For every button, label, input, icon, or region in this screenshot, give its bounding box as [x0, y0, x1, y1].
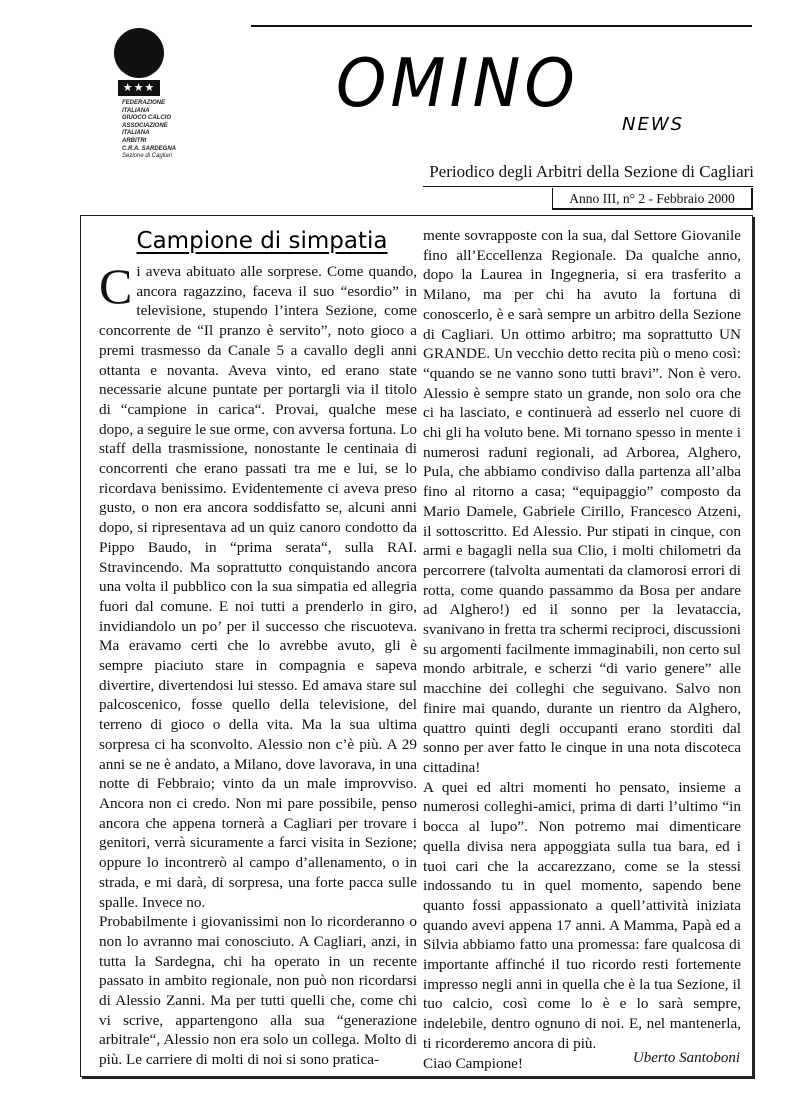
- article-column-left: [99, 258, 417, 1070]
- article-paragraph: mente sovrapposte con la sua, dal Settore Giovanile fino all’Eccellenza Regionale. Da qualche anno, dopo la Laurea in Ingegneria, si era trasferito a Milano, ma per chi ha avuto la fortuna di conoscerlo, è e sarà sempre un arbitro della Sezione di Cagliari. Un ottimo arbitro; ma soprattutto UN GRANDE. Un vecchio detto recita più o meno così: “quando se ne vanno sono tutti bravi”. Non è vero. Alessio è sempre stato un grande, non solo ora che ci ha lasciato, e continuerà ad esserlo nel cuore di chi gli ha voluto bene. Mi tornano spesso in mente i numerosi raduni regionali, ad Arborea, Alghero, Pula, che abbiamo condiviso dalla partenza all’alba fino al ritorno a casa; “equipaggio” composto da Mario Damele, Gabriele Cirillo, Francesco Atzeni, il sottoscritto. Ed Alessio. Pur stipati in cinque, con armi e bagagli nella sua Clio, i molti chilometri da percorrere (talvolta aumentati da clamorosi errori di rotta, come quando passammo da Bosa per andare ad Alghero!) ed il sonno per la levataccia, svanivano in fretta tra schermi reciproci, discussioni su argomenti facilmente immaginabili, non certo sul mondo arbitrale, e scherzi “di vario genere” alle macchine dei colleghi che seguivano. Salvo non finire mai quando, durante un rientro da Alghero, quattro quinti degli occupanti erano storditi dal sonno per aver fatto le cinque in una nota discoteca cittadina!: [423, 227, 741, 776]
- article-paragraph: Probabilmente i giovanissimi non lo ricorderanno o non lo avranno mai conosciuto. A Cagliari, anzi, in tutta la Sardegna, chi ha operato in un recente passato in ambito regionale, non può non ricordarsi di Alessio Zanni. Ma per tutti quelli che, come chi vi scrive, appartengono alla sua “generazione arbitrale“, Alessio non era solo un collega. Molto di più. Le carriere di molti di noi si sono pratica-: [99, 913, 417, 1069]
- issue-info-box: Anno III, n° 2 - Febbraio 2000: [552, 188, 753, 210]
- logo-line: C.R.A. SARDEGNA: [122, 145, 177, 152]
- logo-federation-text: [122, 100, 217, 161]
- masthead-title: OMINO: [336, 45, 579, 123]
- logo-ball: [114, 28, 164, 78]
- article-paragraph: A quei ed altri momenti ho pensato, insieme a numerosi colleghi-amici, prima di darti l’ultimo “in bocca al lupo”. Non potremo mai dimenticare quella divisa nera appoggiata sulla tua bara, ed i tuoi cari che la accarezzano, come se la stessi indossando tu in quel momento, sapendo bene quanto fossi appassionato a quell’attività iniziata quando avevi appena 17 anni. A Mamma, Papà ed a Silvia abbiamo fatto una promessa: fare qualcosa di importante affinché il tuo ricordo resti fortemente impresso negli anni in quella che è la tua Sezione, il tuo calcio, così come lo è e lo sarà sempre, indelebile, dentro ognuno di noi. E, nel mantenerla, ti ricorderemo ancora di più.: [423, 778, 741, 1052]
- masthead-subtitle: Periodico degli Arbitri della Sezione di Cagliari: [429, 162, 754, 181]
- article-title: Campione di simpatia: [136, 228, 388, 254]
- logo-line: ASSOCIAZIONE: [122, 122, 168, 129]
- logo-line-section: Sezione di Cagliari: [122, 153, 173, 160]
- logo-line: FEDERAZIONE: [122, 100, 166, 106]
- logo-line: ITALIANA: [122, 107, 150, 114]
- logo-stars-badge: ★★★: [118, 80, 160, 96]
- logo-line: ARBITRI: [122, 137, 147, 144]
- article-column-right: [423, 226, 741, 1073]
- logo-line: ITALIANA: [122, 130, 150, 137]
- header-rule: [423, 186, 753, 187]
- drop-cap: C: [99, 258, 133, 314]
- article-closing: Ciao Campione!: [423, 1054, 523, 1072]
- logo-line: GIUOCO CALCIO: [122, 115, 171, 122]
- article-paragraph: [99, 258, 417, 912]
- masthead-suffix: NEWS: [622, 114, 685, 135]
- article-text: i aveva abituato alle sorprese. Come quando, ancora ragazzino, faceva il suo “esordio” in televisione, stupendo l’intera Sezione, come concorrente de “Il pranzo è servito”, noto gioco a premi trasmesso da Canale 5 a cavallo degli anni ottanta e novanta. Aveva vinto, ed erano state necessarie alcune puntate per portargli via il titolo di “campione in carica“. Provai, qualche mese dopo, a seguire le sue orme, con avversa fortuna. Lo staff della trasmissione, nonostante le centinaia di concorrenti che erano passati tra me e lui, se lo ricordava benissimo. Evidentemente ci aveva preso gusto, o non era ancora soddisfatto se, alcuni anni dopo, si ripresentava ad un quiz canoro condotto da Pippo Baudo, in “prima serata“, sulla RAI. Stravincendo. Ma soprattutto conquistando ancora una volta il pubblico con la sua simpatia ed allegria fuori dal comune. E noi tutti a prenderlo in giro, invidiandolo un po’ per il successo che riscuoteva. Ma eravamo certi che lo avrebbe avuto, gli è sempre piaciuto stare in compagnia e sapeva divertire, divertendosi lui stesso. Ed amava stare sul palcoscenico, fosse quello della televisione, del terreno di gioco o della vita. Ma la sua ultima sorpresa ci ha sconvolto. Alessio non c’è più. A 29 anni se ne è andato, a Milano, dove lavorava, in una notte di Febbraio; vinto da un male improvviso. Ancora non ci credo. Non mi pare possibile, penso ancora che appena tornerà a Cagliari per trovare i genitori, verrà sicuramente a farci visita in Sezione; oppure lo incontrerò al campo d’allenamento, o in strada, e mi darà, di sorpresa, una forte pacca sulle spalle. Invece no.: [99, 263, 417, 911]
- article-author: Uberto Santoboni: [632, 1050, 740, 1066]
- top-rule: [251, 25, 752, 27]
